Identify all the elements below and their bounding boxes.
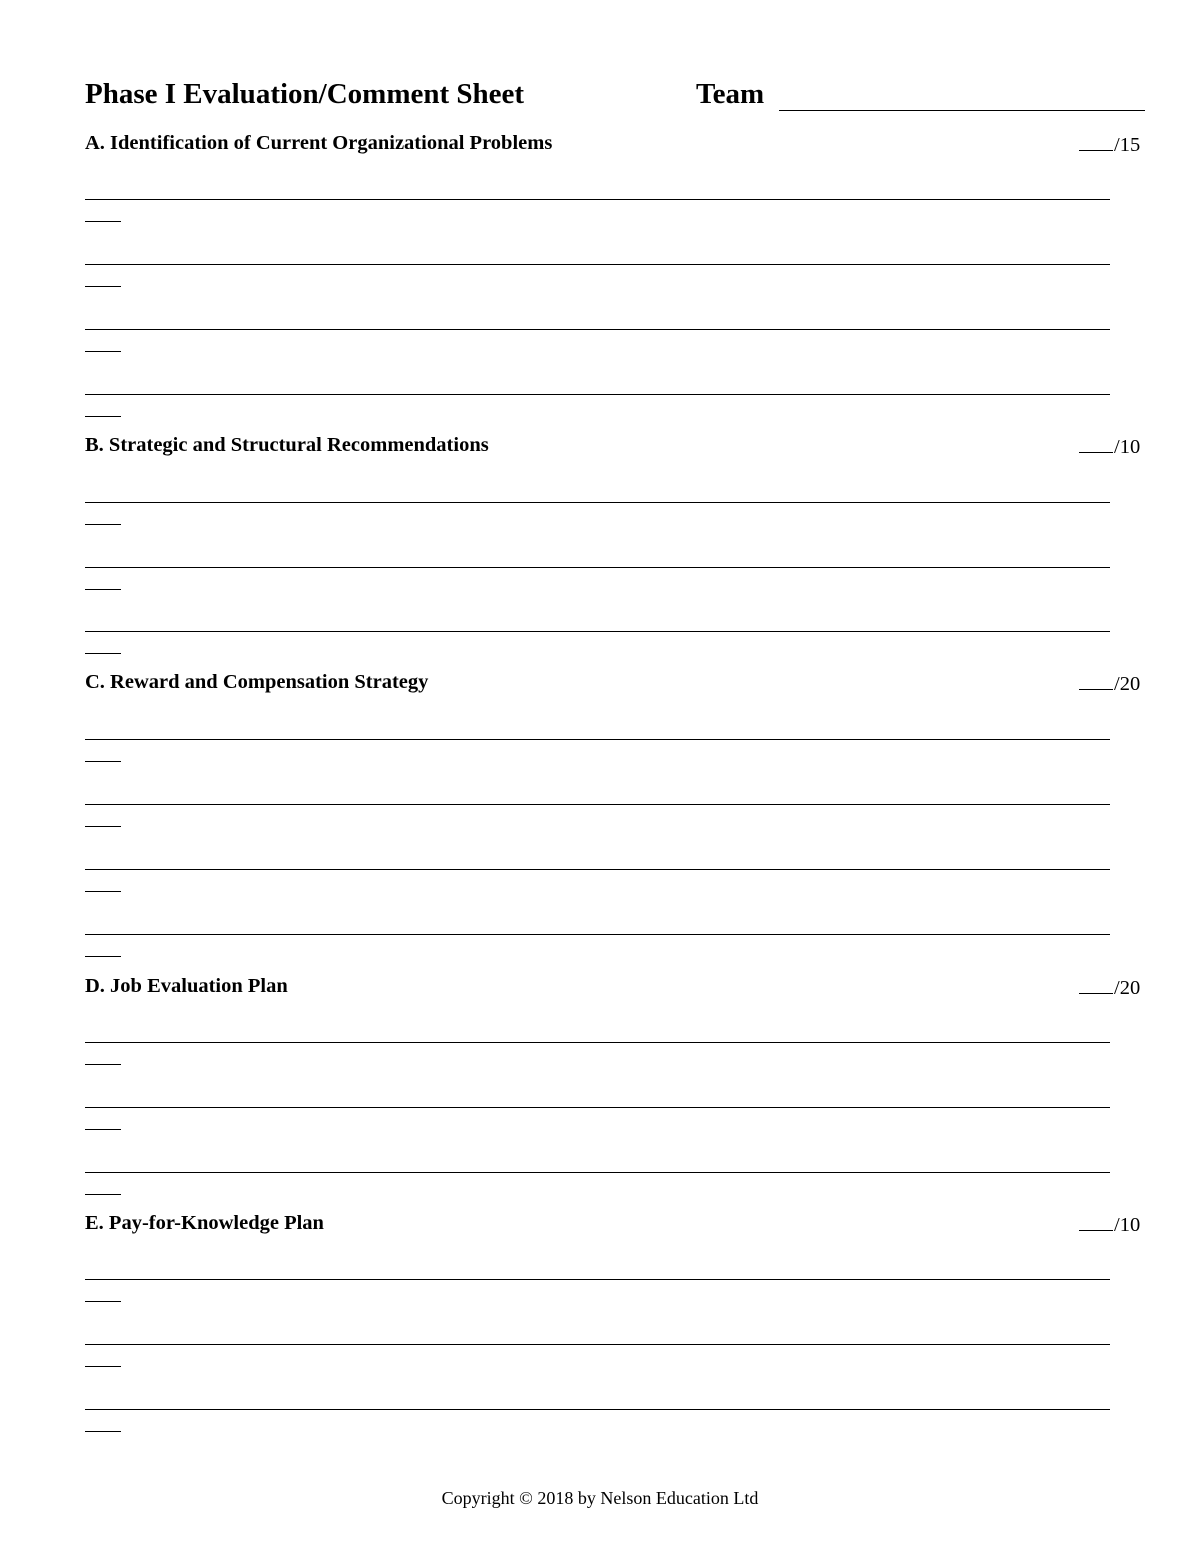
- section-c-score-blank[interactable]: [1079, 671, 1113, 690]
- comment-line[interactable]: [85, 631, 1110, 632]
- comment-line[interactable]: [85, 567, 1110, 568]
- comment-line[interactable]: [85, 1172, 1110, 1173]
- team-label: Team: [696, 78, 765, 110]
- section-b-score: [1079, 434, 1140, 459]
- comment-line-continuation: [85, 1194, 121, 1195]
- comment-line[interactable]: [85, 1042, 1110, 1043]
- section-e-score-blank[interactable]: [1079, 1212, 1113, 1231]
- comment-line-continuation: [85, 524, 121, 525]
- comment-line[interactable]: [85, 394, 1110, 395]
- comment-line[interactable]: [85, 869, 1110, 870]
- comment-line[interactable]: [85, 199, 1110, 200]
- section-c-score: [1079, 671, 1140, 696]
- comment-line-continuation: [85, 589, 121, 590]
- comment-line[interactable]: [85, 1409, 1110, 1410]
- comment-line-continuation: [85, 956, 121, 957]
- comment-line[interactable]: [85, 739, 1110, 740]
- comment-line[interactable]: [85, 1279, 1110, 1280]
- comment-line[interactable]: [85, 934, 1110, 935]
- team-name-field[interactable]: [779, 110, 1145, 111]
- comment-line-continuation: [85, 1301, 121, 1302]
- comment-line-continuation: [85, 653, 121, 654]
- section-a-score: [1079, 132, 1140, 157]
- section-a-score-blank[interactable]: [1079, 132, 1113, 151]
- section-d-heading: D. Job Evaluation Plan: [85, 975, 288, 997]
- comment-line[interactable]: [85, 804, 1110, 805]
- comment-line-continuation: [85, 351, 121, 352]
- comment-line-continuation: [85, 1431, 121, 1432]
- section-a-score-max: /15: [1114, 134, 1141, 156]
- page-title: Phase I Evaluation/Comment Sheet: [85, 78, 525, 110]
- section-a-heading: A. Identification of Current Organizational Problems: [85, 132, 553, 154]
- section-e-score-max: /10: [1114, 1214, 1141, 1236]
- section-e-score: [1079, 1212, 1140, 1237]
- comment-line-continuation: [85, 286, 121, 287]
- comment-line[interactable]: [85, 502, 1110, 503]
- section-d-score-max: /20: [1114, 977, 1141, 999]
- section-b-heading: B. Strategic and Structural Recommendations: [85, 434, 489, 456]
- comment-line-continuation: [85, 891, 121, 892]
- comment-line[interactable]: [85, 329, 1110, 330]
- comment-line[interactable]: [85, 1344, 1110, 1345]
- section-d-score: [1079, 975, 1140, 1000]
- section-b-score-max: /10: [1114, 436, 1141, 458]
- comment-line[interactable]: [85, 1107, 1110, 1108]
- section-c-score-max: /20: [1114, 673, 1141, 695]
- comment-line-continuation: [85, 1366, 121, 1367]
- comment-line-continuation: [85, 221, 121, 222]
- section-b-score-blank[interactable]: [1079, 434, 1113, 453]
- comment-line-continuation: [85, 416, 121, 417]
- comment-line[interactable]: [85, 264, 1110, 265]
- section-e-heading: E. Pay-for-Knowledge Plan: [85, 1212, 324, 1234]
- comment-line-continuation: [85, 826, 121, 827]
- comment-line-continuation: [85, 1064, 121, 1065]
- comment-line-continuation: [85, 761, 121, 762]
- comment-line-continuation: [85, 1129, 121, 1130]
- section-c-heading: C. Reward and Compensation Strategy: [85, 671, 429, 693]
- section-d-score-blank[interactable]: [1079, 975, 1113, 994]
- copyright-footer: Copyright © 2018 by Nelson Education Ltd: [441, 1488, 759, 1508]
